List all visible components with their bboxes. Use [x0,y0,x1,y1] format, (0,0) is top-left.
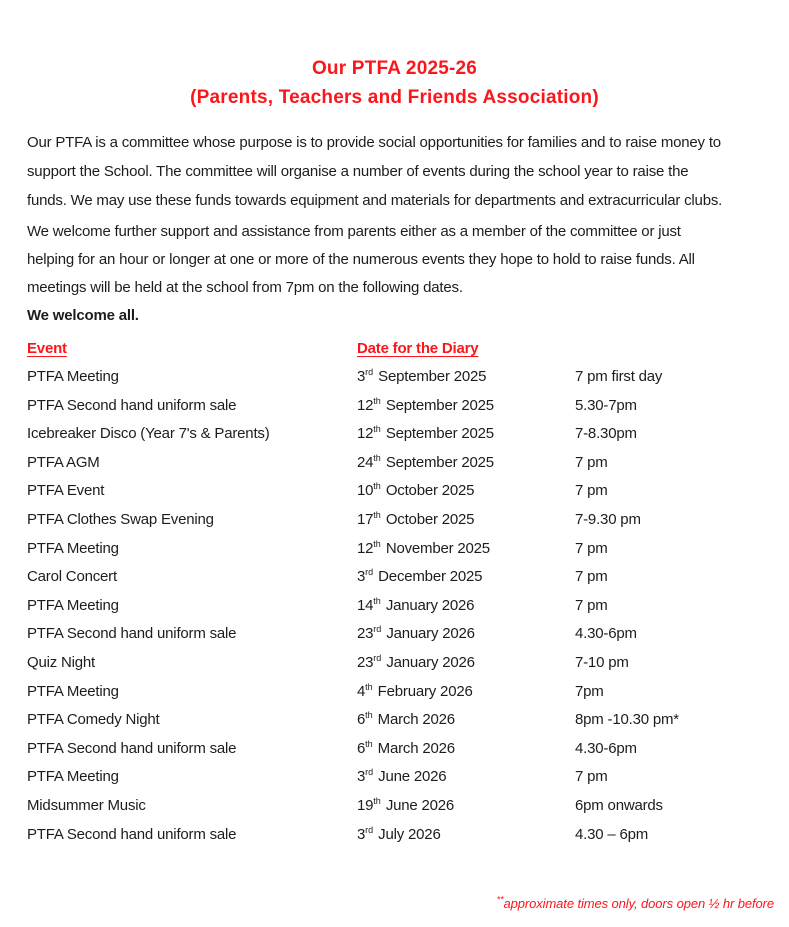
event-time: 4.30-6pm [575,739,637,757]
table-row [27,706,762,735]
event-name: PTFA Second hand uniform sale [27,825,237,843]
table-row [27,506,762,535]
date-column-header: Date for the Diary [357,340,479,357]
event-name: PTFA Meeting [27,682,119,700]
event-name: PTFA Event [27,482,105,500]
event-time: 7-9.30 pm [575,510,641,528]
text-line: Our PTFA is a committee whose purpose is to provide social opportunities for families and to raise money to [27,134,721,151]
event-time: 7pm [575,682,604,700]
event-time: 4.30 – 6pm [575,825,649,843]
table-row [27,420,762,449]
event-time: 7 pm [575,596,608,614]
event-date: 23rd January 2026 [357,624,475,643]
event-date: 24th September 2025 [357,452,494,471]
event-date: 3rd December 2025 [357,567,483,586]
table-row [27,392,762,421]
event-date: 6th March 2026 [357,710,455,729]
table-row [27,535,762,564]
footnote-text: approximate times only, doors open ½ hr before [503,896,774,911]
event-date: 14th January 2026 [357,595,475,614]
event-date: 3rd June 2026 [357,767,447,786]
table-row [27,477,762,506]
event-name: PTFA Meeting [27,596,119,614]
event-name: Carol Concert [27,568,117,586]
table-row [27,592,762,621]
intro-paragraph-1 [27,128,762,215]
table-row [27,563,762,592]
event-time: 8pm -10.30 pm* [575,711,679,729]
text-line: helping for an hour or longer at one or more of the numerous events they hope to hold to raise funds. All [27,251,695,268]
event-name: PTFA Meeting [27,768,119,786]
event-column-header: Event [27,340,67,357]
title-line-2: (Parents, Teachers and Friends Association) [190,87,599,108]
table-body [27,363,762,849]
event-name: PTFA Comedy Night [27,711,160,729]
table-row [27,449,762,478]
event-column-header-cell [27,334,357,363]
event-time: 7 pm [575,539,608,557]
table-row [27,735,762,764]
text-line: funds. We may use these funds towards equipment and materials for departments and extracurricular clubs. [27,192,723,209]
event-name: Icebreaker Disco (Year 7's & Parents) [27,425,270,443]
page-title [27,54,762,112]
table-row [27,649,762,678]
event-date: 10th October 2025 [357,481,475,500]
event-name: PTFA AGM [27,453,100,471]
event-date: 12th September 2025 [357,424,494,443]
event-time: 7 pm [575,768,608,786]
event-date: 12th November 2025 [357,538,490,557]
event-date: 6th March 2026 [357,738,455,757]
event-name: PTFA Clothes Swap Evening [27,510,214,528]
event-name: Midsummer Music [27,796,146,814]
event-name: Quiz Night [27,653,96,671]
event-name: PTFA Second hand uniform sale [27,396,237,414]
event-time: 7 pm [575,482,608,500]
event-time: 7-10 pm [575,653,629,671]
intro-paragraph-2 [27,218,762,330]
event-name: PTFA Second hand uniform sale [27,739,237,757]
event-date: 12th September 2025 [357,395,494,414]
text-line: support the School. The committee will organise a number of events during the school year to raise the [27,163,689,180]
event-name: PTFA Second hand uniform sale [27,625,237,643]
event-name: PTFA Meeting [27,368,119,385]
event-time: 7-8.30pm [575,425,637,443]
event-date: 17th October 2025 [357,509,475,528]
event-date: 23rd January 2026 [357,652,475,671]
title-line-1: Our PTFA 2025-26 [311,58,478,79]
text-line: We welcome further support and assistance from parents either as a member of the committee or just [27,223,681,240]
event-date: 3rd July 2026 [357,824,441,843]
event-date: 3rd September 2025 [357,367,487,385]
event-time: 4.30-6pm [575,625,637,643]
events-table [27,334,762,849]
table-row [27,363,762,392]
table-header-row [27,334,762,363]
welcome-line: We welcome all. [27,307,139,324]
intro-section [27,128,762,330]
date-column-header-cell [357,334,575,363]
table-row [27,821,762,850]
event-name: PTFA Meeting [27,539,119,557]
event-time: 7 pm [575,453,608,471]
event-time: 7 pm first day [575,368,663,385]
footnote [497,896,774,911]
table-row [27,620,762,649]
event-time: 5.30-7pm [575,396,637,414]
footnote-marker: ** [496,894,504,905]
table-row [27,792,762,821]
event-date: 4th February 2026 [357,681,473,700]
event-time: 7 pm [575,568,608,586]
event-time: 6pm onwards [575,796,663,814]
table-row [27,763,762,792]
table-row [27,678,762,707]
text-line: meetings will be held at the school from 7pm on the following dates. [27,279,463,296]
event-date: 19th June 2026 [357,795,455,814]
